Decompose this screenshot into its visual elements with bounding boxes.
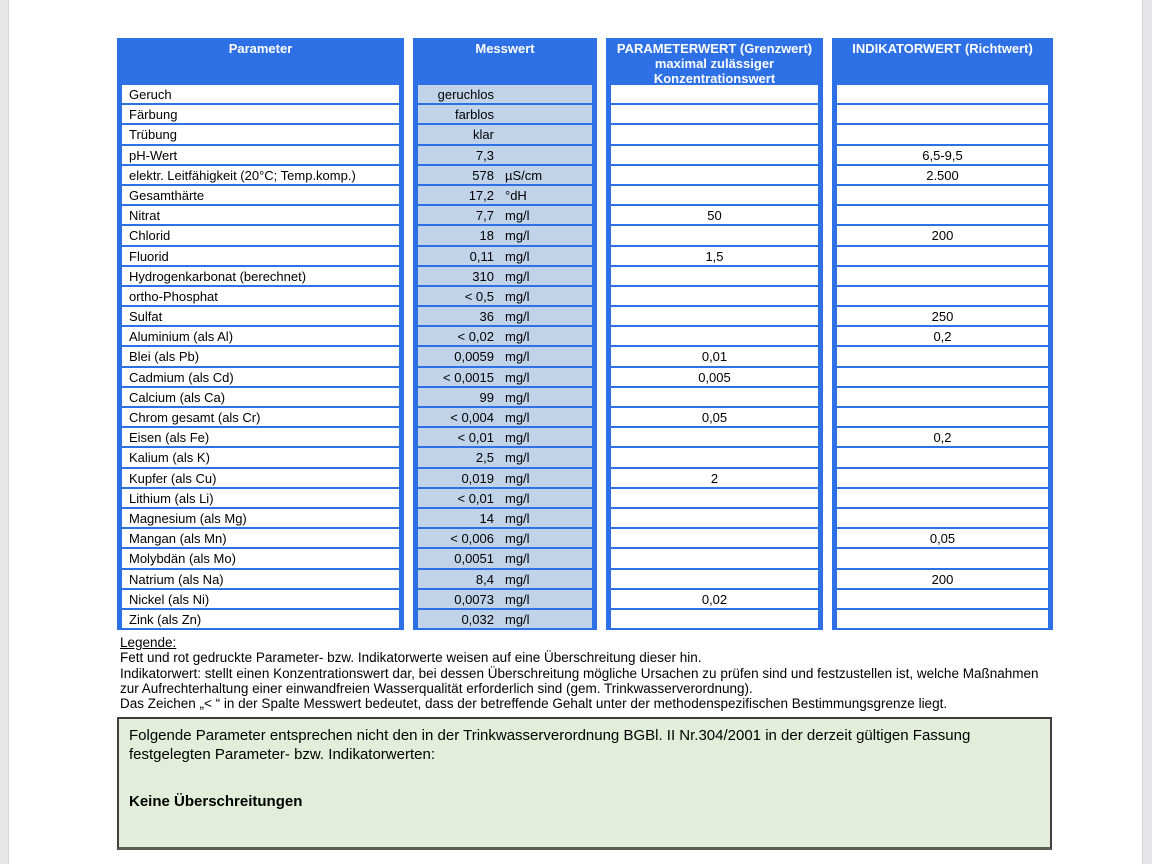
messwert-unit: mg/l [505, 208, 530, 224]
grenzwert-cell [611, 85, 818, 105]
messwert-cells [418, 85, 592, 630]
messwert-cell [418, 469, 592, 489]
messwert-cell [418, 287, 592, 307]
messwert-cell [418, 267, 592, 287]
indikatorwert-cell [837, 206, 1048, 226]
column-header-indikatorwert: INDIKATORWERT (Richtwert) [837, 38, 1048, 85]
parameter-cell: Eisen (als Fe) [122, 428, 399, 448]
column-grenzwert [606, 38, 823, 630]
messwert-unit: mg/l [505, 490, 530, 506]
messwert-unit: mg/l [505, 349, 530, 365]
messwert-value: 310 [472, 268, 494, 284]
messwert-cell [418, 570, 592, 590]
parameter-cell: Lithium (als Li) [122, 489, 399, 509]
column-messwert [413, 38, 597, 630]
indikatorwert-cells [837, 85, 1048, 630]
messwert-cell [418, 327, 592, 347]
messwert-value: < 0,01 [457, 490, 494, 506]
parameter-cell: Mangan (als Mn) [122, 529, 399, 549]
legend-line: zur Aufrechterhaltung einer einwandfreien Wasserqualität erforderlich sind (gem. Trinkwasserverordnung). [120, 680, 753, 696]
messwert-cell [418, 610, 592, 630]
messwert-value: 0,019 [461, 470, 494, 486]
column-header-messwert: Messwert [418, 38, 592, 85]
parameter-cell: Molybdän (als Mo) [122, 549, 399, 569]
messwert-unit: mg/l [505, 611, 530, 627]
messwert-cell [418, 448, 592, 468]
indikatorwert-cell: 0,2 [837, 327, 1048, 347]
messwert-value: < 0,02 [457, 329, 494, 345]
indikatorwert-cell [837, 489, 1048, 509]
parameter-cell: ortho-Phosphat [122, 287, 399, 307]
parameter-cell: Geruch [122, 85, 399, 105]
messwert-cell [418, 428, 592, 448]
messwert-unit: mg/l [505, 268, 530, 284]
messwert-unit: mg/l [505, 430, 530, 446]
grenzwert-cell [611, 307, 818, 327]
indikatorwert-cell [837, 469, 1048, 489]
page-left-edge [0, 0, 9, 864]
parameter-cell: Cadmium (als Cd) [122, 368, 399, 388]
indikatorwert-cell: 200 [837, 226, 1048, 246]
grenzwert-header-line: Konzentrationswert [653, 71, 776, 86]
messwert-value: klar [473, 127, 494, 143]
notice-text-line: festgelegten Parameter- bzw. Indikatorwerten: [129, 746, 435, 763]
parameter-cell: Zink (als Zn) [122, 610, 399, 630]
grenzwert-cell: 0,05 [611, 408, 818, 428]
grenzwert-cell [611, 105, 818, 125]
messwert-value: geruchlos [437, 87, 494, 102]
indikatorwert-cell [837, 247, 1048, 267]
messwert-value: 0,11 [469, 248, 494, 264]
legend-line: Indikatorwert: stellt einen Konzentrationswert dar, bei dessen Überschreitung mögliche Ursachen zu prüfen sind und festzustellen ist, welche Maßnahmen [120, 665, 1039, 681]
parameter-cell: Natrium (als Na) [122, 570, 399, 590]
grenzwert-cell: 50 [611, 206, 818, 226]
messwert-value: 0,0073 [454, 591, 494, 607]
messwert-unit: mg/l [505, 450, 530, 466]
notice-text-line: Folgende Parameter entsprechen nicht den in der Trinkwasserverordnung BGBl. II Nr.304/2001 in der derzeit gültigen Fassung [129, 727, 971, 744]
messwert-unit: mg/l [505, 510, 530, 526]
indikatorwert-cell [837, 287, 1048, 307]
parameter-cell: Gesamthärte [122, 186, 399, 206]
grenzwert-header-line: PARAMETERWERT (Grenzwert) [616, 41, 813, 56]
compliance-notice-box [117, 717, 1052, 850]
messwert-unit: mg/l [505, 389, 530, 405]
parameter-cell: Aluminium (als Al) [122, 327, 399, 347]
indikatorwert-cell [837, 549, 1048, 569]
grenzwert-cell [611, 549, 818, 569]
parameter-cell: Trübung [122, 125, 399, 145]
messwert-unit: mg/l [505, 571, 530, 587]
legend [120, 635, 1045, 711]
messwert-value: 0,0059 [454, 349, 494, 365]
parameter-cell: Calcium (als Ca) [122, 388, 399, 408]
indikatorwert-cell [837, 347, 1048, 367]
messwert-cell [418, 146, 592, 166]
indikatorwert-cell [837, 610, 1048, 630]
grenzwert-cell [611, 166, 818, 186]
messwert-cell [418, 489, 592, 509]
grenzwert-cell [611, 125, 818, 145]
parameter-cells [122, 85, 399, 630]
messwert-cell [418, 226, 592, 246]
indikatorwert-cell: 250 [837, 307, 1048, 327]
messwert-unit: mg/l [505, 531, 530, 547]
parameter-cell: Magnesium (als Mg) [122, 509, 399, 529]
indikatorwert-cell: 2.500 [837, 166, 1048, 186]
messwert-value: 36 [479, 309, 494, 325]
grenzwert-cell [611, 570, 818, 590]
parameter-cell: pH-Wert [122, 146, 399, 166]
messwert-value: 7,3 [475, 147, 494, 163]
parameter-cell: Nitrat [122, 206, 399, 226]
parameter-cell: Kalium (als K) [122, 448, 399, 468]
indikatorwert-cell [837, 448, 1048, 468]
indikatorwert-cell [837, 408, 1048, 428]
messwert-value: 99 [479, 389, 494, 405]
messwert-value: 7,7 [475, 208, 494, 224]
grenzwert-cell [611, 226, 818, 246]
grenzwert-cell [611, 388, 818, 408]
messwert-cell [418, 590, 592, 610]
messwert-cell [418, 307, 592, 327]
messwert-cell [418, 529, 592, 549]
messwert-cell [418, 85, 592, 105]
indikatorwert-cell [837, 368, 1048, 388]
indikatorwert-cell [837, 85, 1048, 105]
messwert-unit: mg/l [505, 228, 530, 244]
parameter-cell: Nickel (als Ni) [122, 590, 399, 610]
messwert-unit: mg/l [505, 470, 530, 486]
parameter-cell: elektr. Leitfähigkeit (20°C; Temp.komp.) [122, 166, 399, 186]
grenzwert-cell [611, 529, 818, 549]
indikatorwert-cell: 200 [837, 570, 1048, 590]
messwert-unit: mg/l [505, 329, 530, 345]
grenzwert-cells [611, 85, 818, 630]
parameter-cell: Kupfer (als Cu) [122, 469, 399, 489]
messwert-value: 14 [479, 510, 494, 526]
messwert-value: 17,2 [468, 187, 494, 203]
messwert-value: 18 [479, 228, 494, 244]
messwert-cell [418, 509, 592, 529]
grenzwert-header-line: maximal zulässiger [654, 56, 775, 71]
legend-line: Das Zeichen „< “ in der Spalte Messwert bedeutet, dass der betreffende Gehalt unter der methodenspezifischen Bestimmungsgrenze liegt. [120, 696, 948, 712]
parameter-cell: Sulfat [122, 307, 399, 327]
grenzwert-cell [611, 186, 818, 206]
grenzwert-cell [611, 489, 818, 509]
indikatorwert-cell: 0,2 [837, 428, 1048, 448]
messwert-unit: mg/l [505, 591, 530, 607]
messwert-unit: °dH [505, 187, 527, 203]
grenzwert-cell: 2 [611, 469, 818, 489]
messwert-value: 8,4 [475, 571, 494, 587]
messwert-value: < 0,006 [450, 531, 494, 547]
messwert-cell [418, 368, 592, 388]
grenzwert-cell [611, 267, 818, 287]
messwert-unit: µS/cm [505, 167, 543, 183]
page-right-edge [1142, 0, 1152, 864]
parameter-cell: Blei (als Pb) [122, 347, 399, 367]
messwert-value: 0,0051 [454, 551, 494, 567]
water-analysis-table [117, 38, 1053, 630]
messwert-cell [418, 206, 592, 226]
messwert-cell [418, 347, 592, 367]
messwert-cell [418, 408, 592, 428]
grenzwert-cell [611, 448, 818, 468]
notice-result: Keine Überschreitungen [129, 793, 303, 810]
messwert-value: 578 [472, 167, 494, 183]
messwert-cell [418, 247, 592, 267]
indikatorwert-cell [837, 125, 1048, 145]
indikatorwert-cell: 6,5-9,5 [837, 146, 1048, 166]
messwert-value: < 0,5 [464, 288, 494, 304]
messwert-cell [418, 105, 592, 125]
indikatorwert-cell [837, 105, 1048, 125]
parameter-cell: Chlorid [122, 226, 399, 246]
messwert-cell [418, 125, 592, 145]
column-indikatorwert [832, 38, 1053, 630]
legend-line: Fett und rot gedruckte Parameter- bzw. Indikatorwerte weisen auf eine Überschreitung dieser hin. [120, 650, 702, 666]
messwert-cell [418, 186, 592, 206]
messwert-cell [418, 388, 592, 408]
grenzwert-cell [611, 428, 818, 448]
parameter-cell: Fluorid [122, 247, 399, 267]
parameter-cell: Färbung [122, 105, 399, 125]
grenzwert-cell: 0,02 [611, 590, 818, 610]
indikatorwert-cell [837, 509, 1048, 529]
indikatorwert-cell: 0,05 [837, 529, 1048, 549]
indikatorwert-cell [837, 590, 1048, 610]
messwert-value: < 0,0015 [443, 369, 494, 385]
messwert-value: < 0,004 [450, 410, 494, 425]
messwert-cell [418, 166, 592, 186]
messwert-value: farblos [454, 107, 494, 123]
messwert-unit: mg/l [505, 309, 530, 325]
grenzwert-cell [611, 610, 818, 630]
indikatorwert-cell [837, 388, 1048, 408]
grenzwert-cell: 1,5 [611, 247, 818, 267]
grenzwert-cell: 0,005 [611, 368, 818, 388]
indikatorwert-cell [837, 186, 1048, 206]
messwert-unit: mg/l [505, 551, 530, 567]
grenzwert-cell [611, 327, 818, 347]
column-parameter [117, 38, 404, 630]
grenzwert-cell [611, 287, 818, 307]
indikatorwert-cell [837, 267, 1048, 287]
messwert-value: < 0,01 [457, 430, 494, 446]
messwert-value: 2,5 [475, 450, 494, 466]
messwert-unit: mg/l [505, 288, 530, 304]
parameter-cell: Chrom gesamt (als Cr) [122, 408, 399, 428]
messwert-unit: mg/l [505, 369, 530, 385]
parameter-cell: Hydrogenkarbonat (berechnet) [122, 267, 399, 287]
messwert-unit: mg/l [505, 248, 530, 264]
messwert-cell [418, 549, 592, 569]
grenzwert-cell: 0,01 [611, 347, 818, 367]
column-header-grenzwert [611, 38, 818, 85]
grenzwert-cell [611, 146, 818, 166]
column-header-parameter: Parameter [122, 38, 399, 85]
legend-title: Legende: [120, 635, 177, 650]
messwert-unit: mg/l [505, 410, 530, 425]
grenzwert-cell [611, 509, 818, 529]
messwert-value: 0,032 [461, 611, 494, 627]
